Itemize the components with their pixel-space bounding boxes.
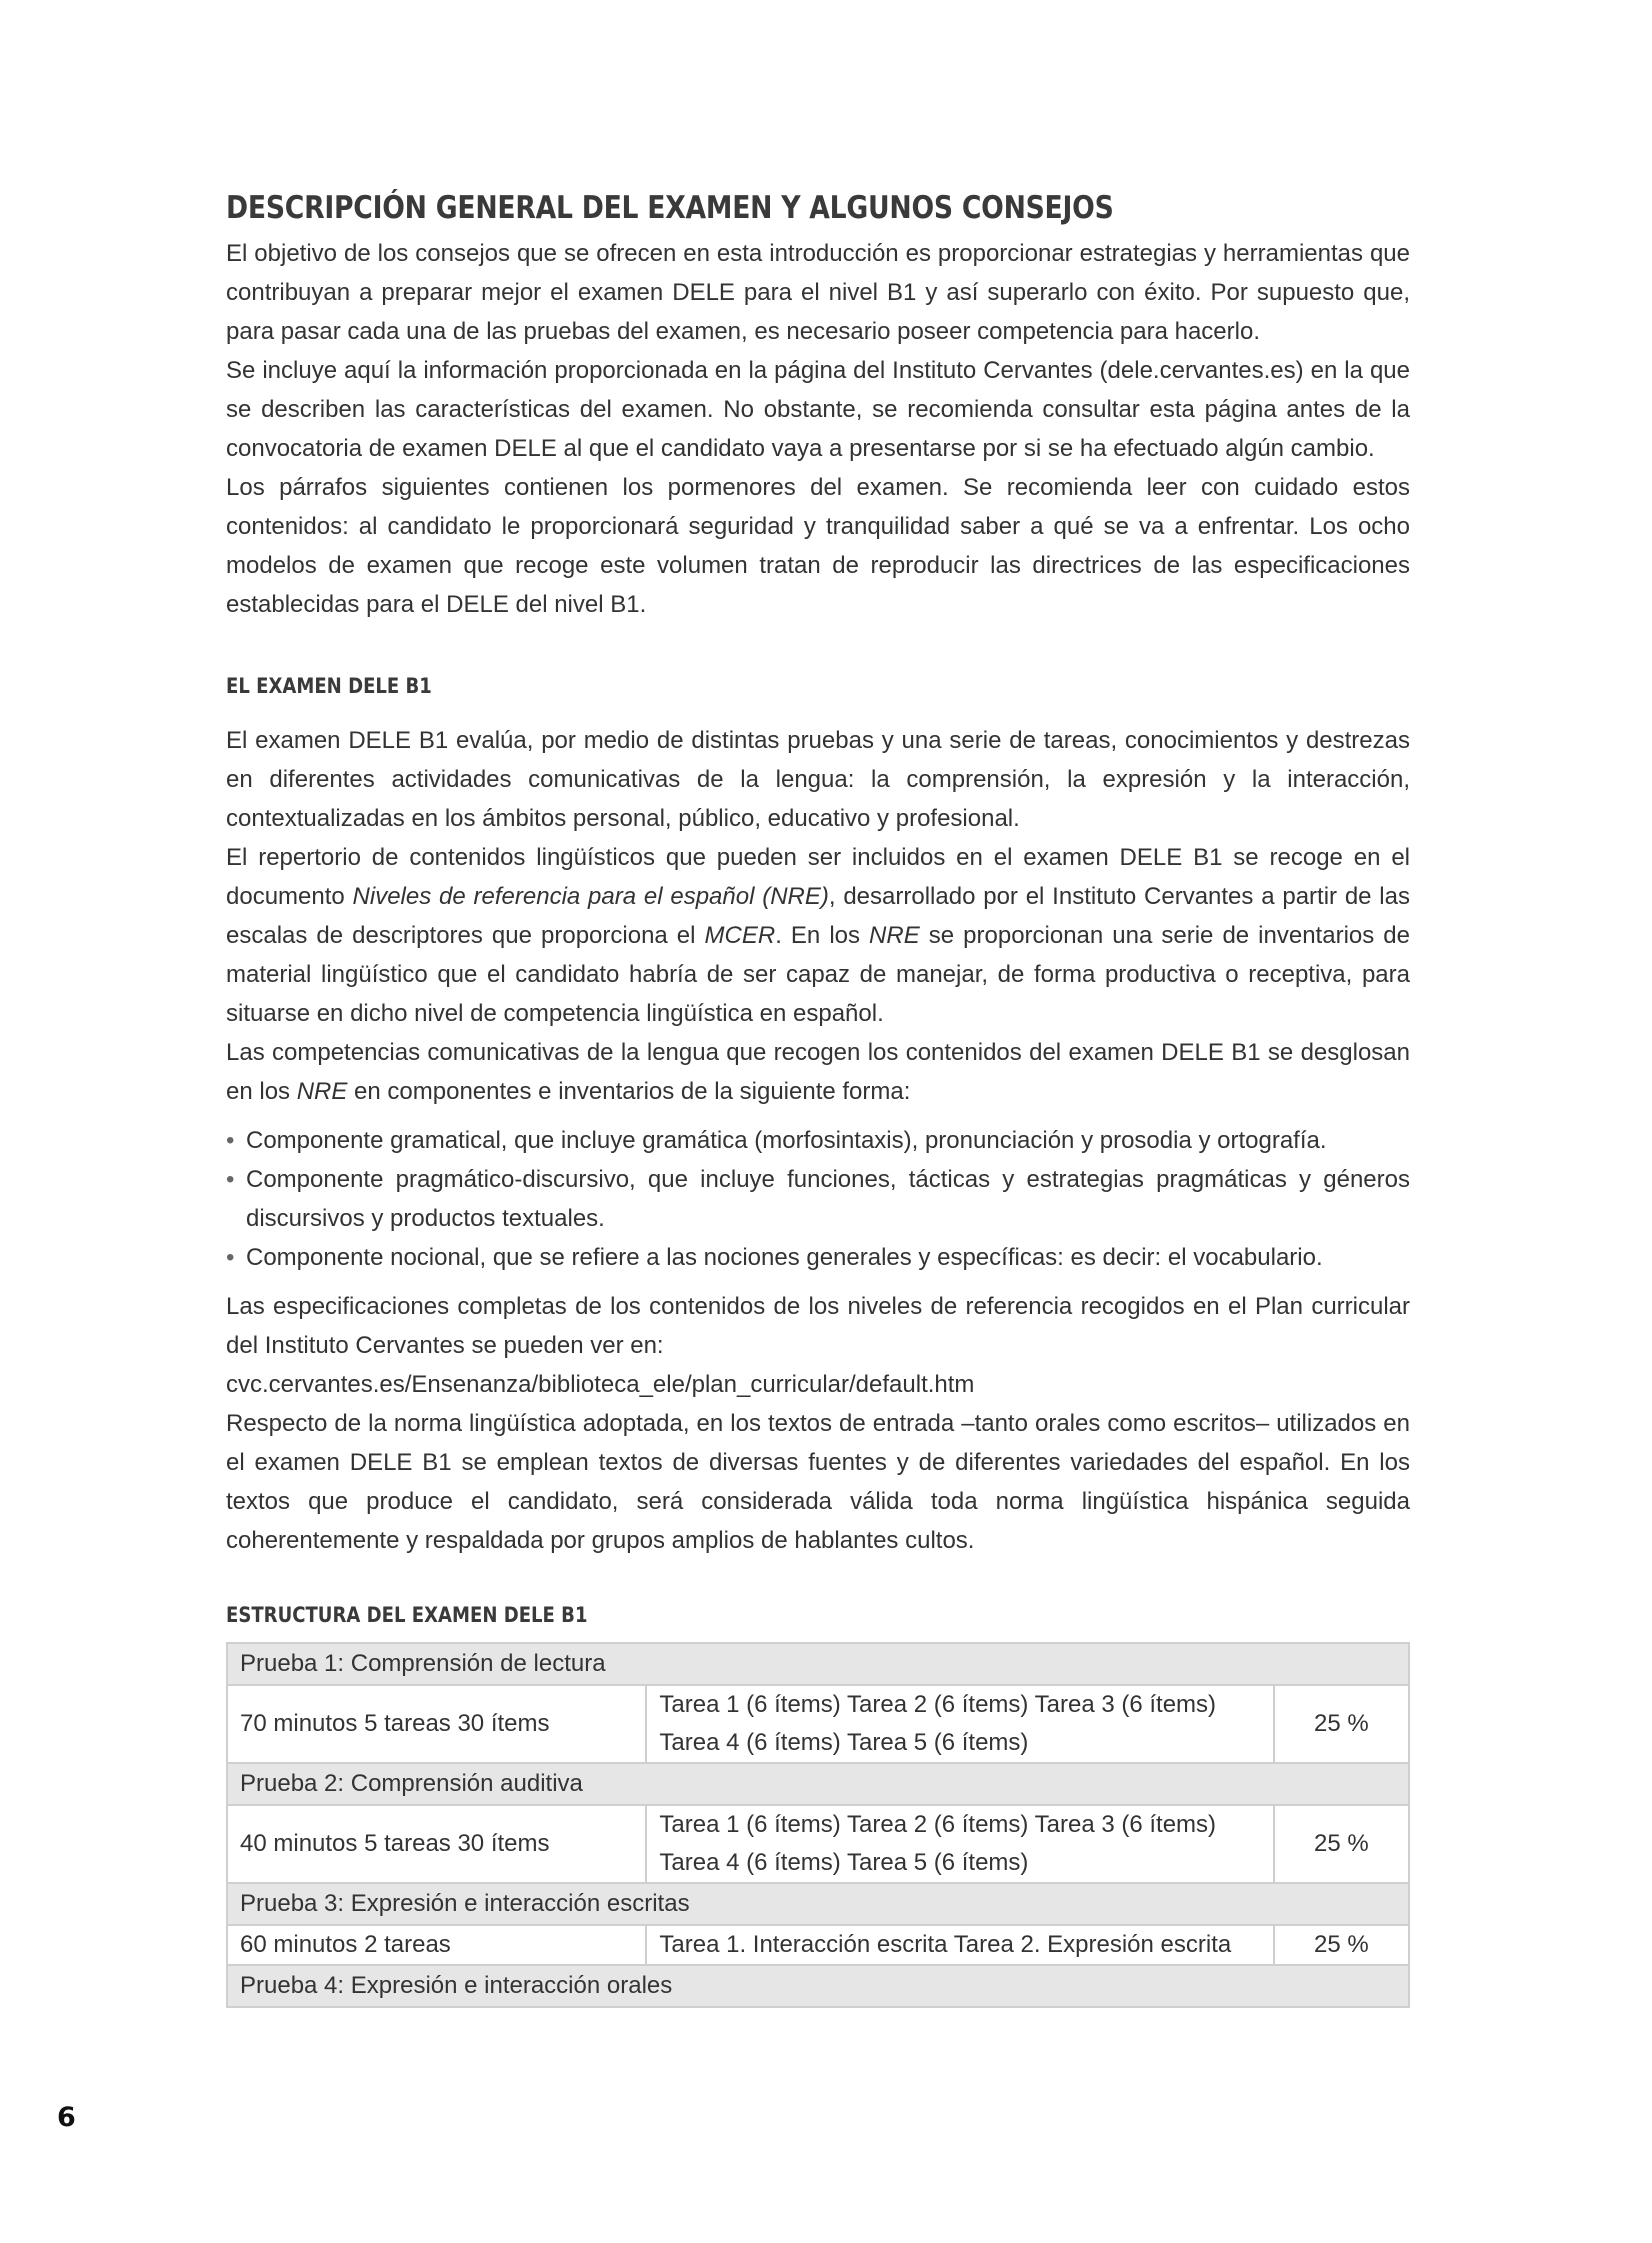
nre-document-title: Niveles de referencia para el español (NRE) <box>352 883 829 910</box>
nre-reference: NRE <box>869 922 920 949</box>
component-list <box>226 1121 1410 1277</box>
prueba-2-header: Prueba 2: Comprensión auditiva <box>227 1763 1409 1805</box>
bullet-icon: • <box>226 1127 235 1154</box>
list-item: • Componente nocional, que se refiere a las nociones generales y específicas: es decir: el vocabulario. <box>226 1238 1410 1277</box>
table-row <box>227 1883 1409 1925</box>
table-row <box>227 1965 1409 2007</box>
table-row <box>227 1763 1409 1805</box>
page-content <box>226 186 1410 2008</box>
section-heading-exam: EL EXAMEN DELE B1 <box>226 674 432 698</box>
list-item: • Componente pragmático-discursivo, que incluye funciones, tácticas y estrategias pragmáticas y géneros discursivos y productos textuales. <box>226 1160 1410 1238</box>
table-row <box>227 1643 1409 1685</box>
prueba-2-time: 40 minutos 5 tareas 30 ítems <box>227 1805 646 1883</box>
intro-paragraph-1: El objetivo de los consejos que se ofrecen en esta introducción es proporcionar estrategias y herramientas que contribuyan a preparar mejor el examen DELE para el nivel B1 y así superarlo con éxito. Por supuesto que, para pasar cada una de las pruebas del examen, es necesario poseer competencia para hacerlo. <box>226 240 1410 345</box>
prueba-1-time: 70 minutos 5 tareas 30 ítems <box>227 1685 646 1763</box>
prueba-1-tasks: Tarea 1 (6 ítems) Tarea 2 (6 ítems) Tarea 3 (6 ítems) Tarea 4 (6 ítems) Tarea 5 (6 ítems) <box>646 1685 1273 1763</box>
prueba-2-tasks: Tarea 1 (6 ítems) Tarea 2 (6 ítems) Tarea 3 (6 ítems) Tarea 4 (6 ítems) Tarea 5 (6 ítems) <box>646 1805 1273 1883</box>
section-heading-structure: ESTRUCTURA DEL EXAMEN DELE B1 <box>226 1603 588 1627</box>
prueba-3-percent: 25 % <box>1274 1925 1409 1965</box>
prueba-2-percent: 25 % <box>1274 1805 1409 1883</box>
table-row <box>227 1925 1409 1965</box>
prueba-1-percent: 25 % <box>1274 1685 1409 1763</box>
section1-paragraph-4: Las especificaciones completas de los contenidos de los niveles de referencia recogidos en el Plan curricular del Instituto Cervantes se pueden ver en: <box>226 1293 1410 1359</box>
section1-paragraph-3: Las competencias comunicativas de la lengua que recogen los contenidos del examen DELE B1 se desglosan en los NRE en componentes e inventarios de la siguiente forma: <box>226 1039 1410 1105</box>
section1-paragraph-1: El examen DELE B1 evalúa, por medio de distintas pruebas y una serie de tareas, conocimientos y destrezas en diferentes actividades comunicativas de la lengua: la comprensión, la expresión y la interacción, contextualizadas en los ámbitos personal, público, educativo y profesional. <box>226 727 1410 832</box>
bullet-icon: • <box>226 1166 235 1193</box>
section1-paragraph-5: Respecto de la norma lingüística adoptada, en los textos de entrada –tanto orales como escritos– utilizados en el examen DELE B1 se emplean textos de diversas fuentes y de diferentes variedades del español. En los textos que produce el candidato, será considerada válida toda norma lingüística hispánica seguida coherentemente y respaldada por grupos amplios de hablantes cultos. <box>226 1410 1410 1554</box>
prueba-3-time: 60 minutos 2 tareas <box>227 1925 646 1965</box>
list-item: • Componente gramatical, que incluye gramática (morfosintaxis), pronunciación y prosodia y ortografía. <box>226 1121 1410 1160</box>
bullet-icon: • <box>226 1244 235 1271</box>
prueba-1-header: Prueba 1: Comprensión de lectura <box>227 1643 1409 1685</box>
prueba-3-header: Prueba 3: Expresión e interacción escritas <box>227 1883 1409 1925</box>
intro-paragraph-3: Los párrafos siguientes contienen los pormenores del examen. Se recomienda leer con cuidado estos contenidos: al candidato le proporcionará seguridad y tranquilidad saber a qué se va a enfrentar. Los ocho modelos de examen que recoge este volumen tratan de reproducir las directrices de las especificaciones establecidas para el DELE del nivel B1. <box>226 474 1410 618</box>
prueba-3-tasks: Tarea 1. Interacción escrita Tarea 2. Expresión escrita <box>646 1925 1273 1965</box>
table-row <box>227 1805 1409 1883</box>
section1-paragraph-2: El repertorio de contenidos lingüísticos que pueden ser incluidos en el examen DELE B1 se recoge en el documento Niveles de referencia para el español (NRE), desarrollado por el Instituto Cervantes a partir de las escalas de descriptores que proporciona el MCER. En los NRE se proporcionan una serie de inventarios de material lingüístico que el candidato habría de ser capaz de manejar, de forma productiva o receptiva, para situarse en dicho nivel de competencia lingüística en español. <box>226 844 1410 1027</box>
page-number: 6 <box>57 2102 76 2133</box>
prueba-4-header: Prueba 4: Expresión e interacción orales <box>227 1965 1409 2007</box>
mcer-reference: MCER <box>704 922 776 949</box>
table-row <box>227 1685 1409 1763</box>
nre-reference: NRE <box>296 1078 348 1105</box>
intro-paragraph-2: Se incluye aquí la información proporcionada en la página del Instituto Cervantes (dele.cervantes.es) en la que se describen las características del examen. No obstante, se recomienda consultar esta página antes de la convocatoria de examen DELE al que el candidato vaya a presentarse por si se ha efectuado algún cambio. <box>226 357 1410 462</box>
page-title: DESCRIPCIÓN GENERAL DEL EXAMEN Y ALGUNOS CONSEJOS <box>226 190 1114 226</box>
exam-structure-table <box>226 1642 1410 2008</box>
curriculum-link[interactable]: cvc.cervantes.es/Ensenanza/biblioteca_ele/plan_curricular/default.htm <box>226 1371 975 1398</box>
